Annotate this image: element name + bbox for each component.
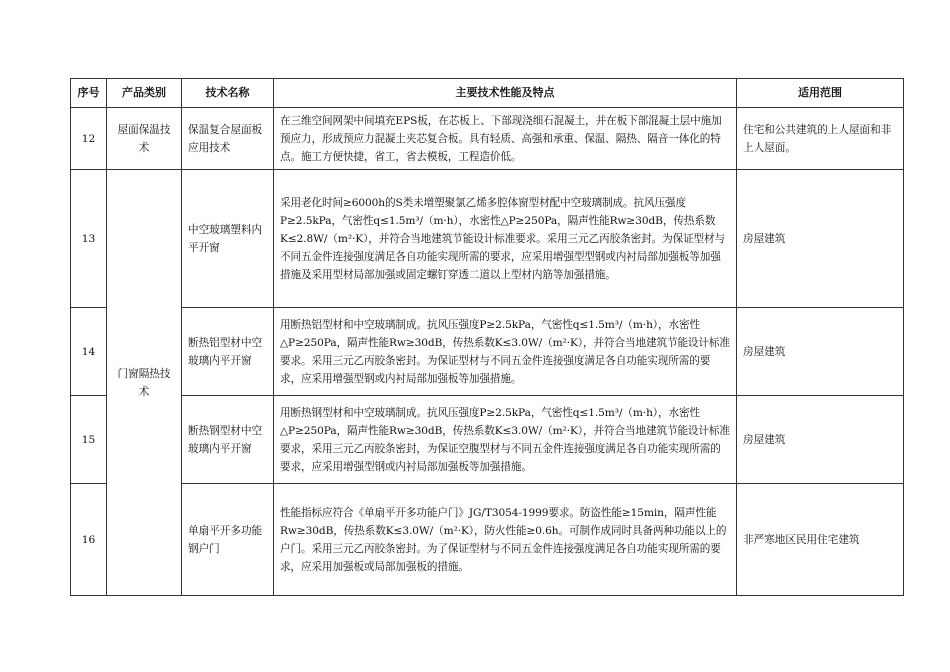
application-scope: 房屋建筑 [737,396,904,484]
tech-name: 中空玻璃塑料内平开窗 [182,170,274,308]
header-scope: 适用范围 [737,79,904,108]
row-number: 16 [71,484,107,596]
tech-name: 单扇平开多功能钢户门 [182,484,274,596]
product-category: 门窗隔热技术 [107,170,182,596]
tech-name: 断热铝型材中空玻璃内平开窗 [182,308,274,396]
header-no: 序号 [71,79,107,108]
row-number: 12 [71,108,107,170]
header-row [71,79,904,108]
application-scope: 房屋建筑 [737,170,904,308]
row-number: 15 [71,396,107,484]
application-scope: 住宅和公共建筑的上人屋面和非上人屋面。 [737,108,904,170]
table-row [71,484,904,596]
header-tech-name: 技术名称 [182,79,274,108]
product-category: 屋面保温技术 [107,108,182,170]
application-scope: 非严寒地区民用住宅建筑 [737,484,904,596]
row-number: 14 [71,308,107,396]
application-scope: 房屋建筑 [737,308,904,396]
tech-features: 性能指标应符合《单扇平开多功能户门》JG/T3054-1999要求。防盗性能≥15min，隔声性能Rw≥30dB，传热系数K≤3.0W/（m²·K），防火性能≥0.6h。可制作成同时具备两种功能以上的户门。采用三元乙丙胶条密封。为了保证型材与不同五金件连接强度满足各自功能实现所需的要求，应采用加强板或局部加强板的措施。 [274,484,737,596]
table-row [71,396,904,484]
tech-features: 在三维空间网架中间填充EPS板，在芯板上、下部现浇细石混凝土，并在板下部混凝土层中施加预应力，形成预应力混凝土夹芯复合板。具有轻质、高强和承重、保温、隔热、隔音一体化的特点。施工方便快捷，省工，省去模板，工程造价低。 [274,108,737,170]
row-number: 13 [71,170,107,308]
tech-features: 用断热铝型材和中空玻璃制成。抗风压强度P≥2.5kPa，气密性q≤1.5m³/（m·h），水密性△P≥250Pa，隔声性能Rw≥30dB，传热系数K≤3.0W/（m²·K），并符合当地建筑节能设计标准要求。采用三元乙丙胶条密封。为保证型材与不同五金件连接强度满足各自功能实现所需的要求，应采用增强型钢或内衬局部加强板等加强措施。 [274,308,737,396]
technology-table [70,78,904,596]
tech-name: 保温复合屋面板应用技术 [182,108,274,170]
table-row [71,170,904,308]
header-category: 产品类别 [107,79,182,108]
table-row [71,108,904,170]
tech-name: 断热钢型材中空玻璃内平开窗 [182,396,274,484]
header-features: 主要技术性能及特点 [274,79,737,108]
tech-features: 用断热钢型材和中空玻璃制成。抗风压强度P≥2.5kPa，气密性q≤1.5m³/（m·h），水密性△P≥250Pa，隔声性能Rw≥30dB，传热系数K≤3.0W/（m²·K），并符合当地建筑节能设计标准要求，采用三元乙丙胶条密封，为保证空腹型材与不同五金件连接强度满足各自功能实现所需的要求，应采用增强型钢或内衬局部加强板等加强措施。 [274,396,737,484]
tech-features: 采用老化时间≥6000h的S类未增塑聚氯乙烯多腔体窗型材配中空玻璃制成。抗风压强度P≥2.5kPa，气密性q≤1.5m³/（m·h），水密性△P≥250Pa，隔声性能Rw≥30dB，传热系数K≤2.8W/（m²·K），并符合当地建筑节能设计标准要求。采用三元乙丙胶条密封。为保证型材与不同五金件连接强度满足各自功能实现所需的要求，应采用增强型型钢或内衬局部加强板等加强措施及采用型材局部加强或固定螺钉穿透二道以上型材内筋等加强措施。 [274,170,737,308]
table-row [71,308,904,396]
